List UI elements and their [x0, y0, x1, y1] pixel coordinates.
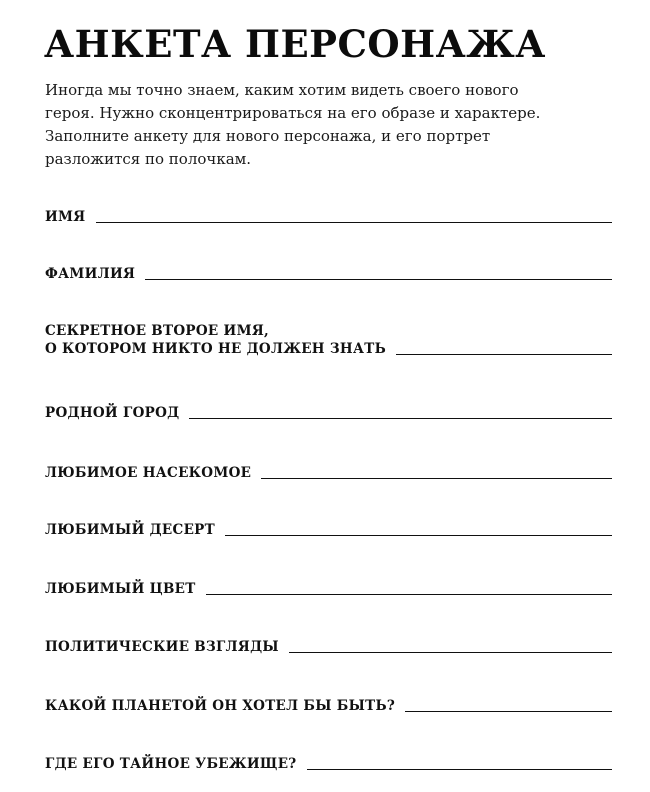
favorite-insect-input-line[interactable]: [261, 477, 612, 479]
intro-line: Заполните анкету для нового персонажа, и его портрет: [45, 127, 491, 145]
favorite-dessert-input-line[interactable]: [225, 534, 612, 536]
field-planet: [45, 697, 612, 715]
field-favorite-insect: [45, 464, 612, 482]
page-title: АНКЕТА ПЕРСОНАЖА: [44, 22, 546, 66]
political-views-input-line[interactable]: [289, 651, 612, 653]
field-favorite-dessert: [45, 521, 612, 539]
field-label: ЛЮБИМОЕ НАСЕКОМОЕ: [45, 465, 252, 481]
first-name-input-line[interactable]: [96, 221, 612, 223]
field-label-line: СЕКРЕТНОЕ ВТОРОЕ ИМЯ,: [45, 323, 270, 339]
field-political-views: [45, 638, 612, 656]
field-favorite-color: [45, 580, 612, 598]
field-first-name: [45, 208, 612, 226]
field-label: ФАМИЛИЯ: [45, 266, 136, 282]
last-name-input-line[interactable]: [145, 278, 612, 280]
field-label: [45, 322, 386, 358]
intro-line: разложится по полочкам.: [45, 150, 252, 168]
intro-paragraph: [45, 79, 625, 171]
field-label: РОДНОЙ ГОРОД: [45, 405, 180, 421]
intro-line: героя. Нужно сконцентрироваться на его образе и характере.: [45, 104, 541, 122]
field-last-name: [45, 265, 612, 283]
field-label: ИМЯ: [45, 209, 86, 225]
field-secret-hideout: [45, 755, 612, 773]
field-label: КАКОЙ ПЛАНЕТОЙ ОН ХОТЕЛ БЫ БЫТЬ?: [45, 698, 396, 714]
secret-name-input-line[interactable]: [396, 353, 612, 355]
field-label: ЛЮБИМЫЙ ДЕСЕРТ: [45, 522, 215, 538]
planet-input-line[interactable]: [405, 710, 612, 712]
field-label: ПОЛИТИЧЕСКИЕ ВЗГЛЯДЫ: [45, 639, 279, 655]
field-label-line: О КОТОРОМ НИКТО НЕ ДОЛЖЕН ЗНАТЬ: [45, 341, 387, 357]
field-label: ЛЮБИМЫЙ ЦВЕТ: [45, 581, 196, 597]
field-label: ГДЕ ЕГО ТАЙНОЕ УБЕЖИЩЕ?: [45, 756, 297, 772]
intro-line: Иногда мы точно знаем, каким хотим видеть своего нового: [45, 81, 519, 99]
secret-hideout-input-line[interactable]: [307, 768, 613, 770]
hometown-input-line[interactable]: [189, 417, 612, 419]
favorite-color-input-line[interactable]: [206, 593, 612, 595]
field-hometown: [45, 404, 612, 422]
field-secret-name: [45, 322, 612, 358]
